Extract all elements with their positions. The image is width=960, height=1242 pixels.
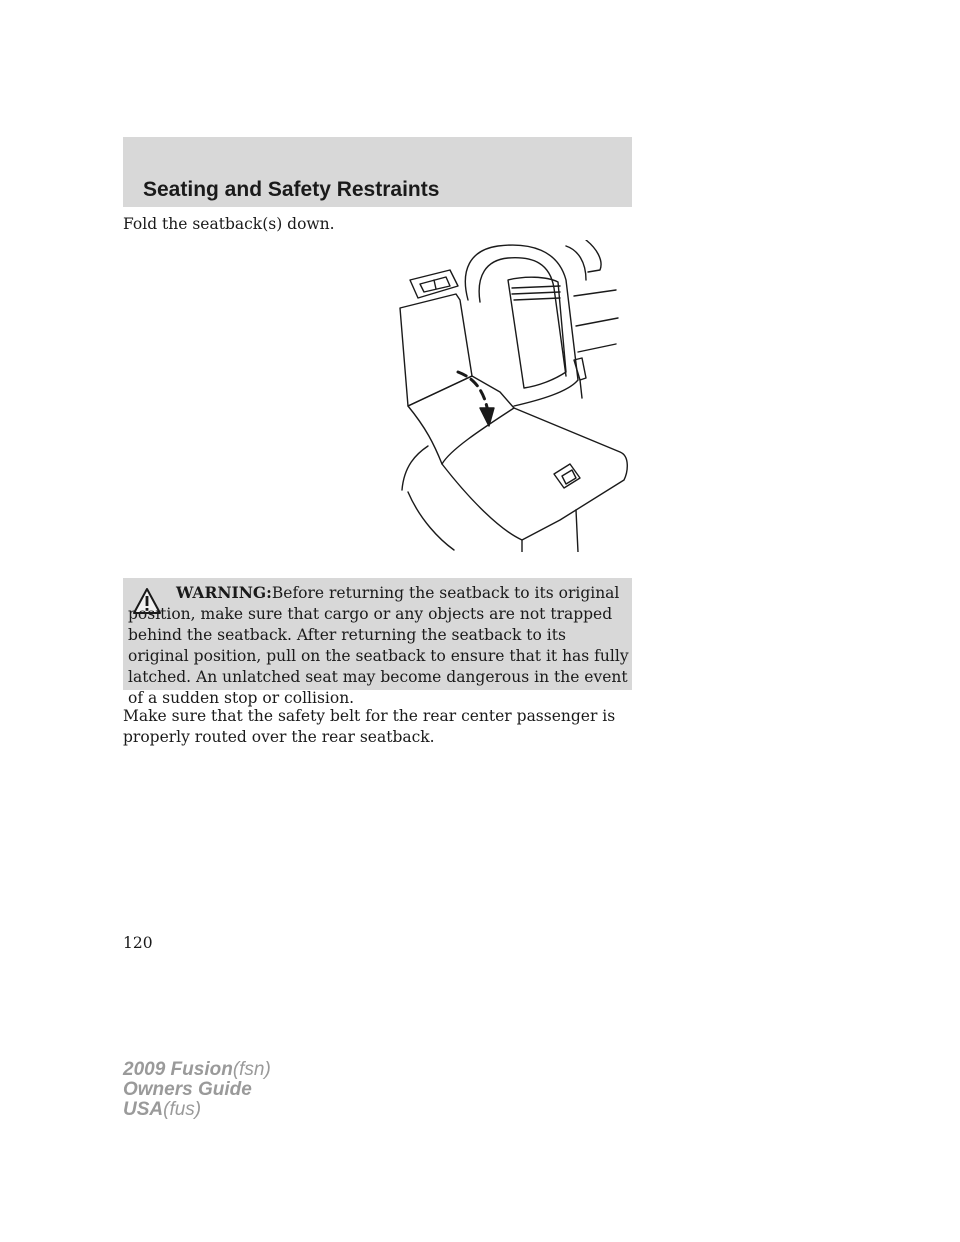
section-title: Seating and Safety Restraints bbox=[143, 178, 440, 201]
footer-line-guide: Owners Guide bbox=[123, 1079, 252, 1100]
warning-text bbox=[128, 582, 630, 709]
warning-body: Before returning the seatback to its original position, make sure that cargo or any objects are not trapped behind the seatback. After returning the seatback to its original position, pull on the seatback to ensure that it has fully latched. An unlatched seat may become dangerous in the event of a sudden stop or collision. bbox=[128, 584, 629, 707]
seatback-release-handle-icon bbox=[410, 270, 458, 298]
warning-label: WARNING: bbox=[176, 583, 272, 602]
footer-line-model: 2009 Fusion(fsn) bbox=[123, 1059, 271, 1080]
latch-icon bbox=[554, 464, 580, 488]
intro-paragraph: Fold the seatback(s) down. bbox=[123, 215, 335, 233]
footer-line-market: USA(fus) bbox=[123, 1099, 202, 1120]
page-number: 120 bbox=[123, 934, 153, 952]
note-paragraph: Make sure that the safety belt for the rear center passenger is properly routed over the rear seatback. bbox=[123, 707, 616, 746]
seatback-fold-illustration bbox=[390, 240, 630, 552]
document-footer bbox=[123, 1060, 271, 1120]
